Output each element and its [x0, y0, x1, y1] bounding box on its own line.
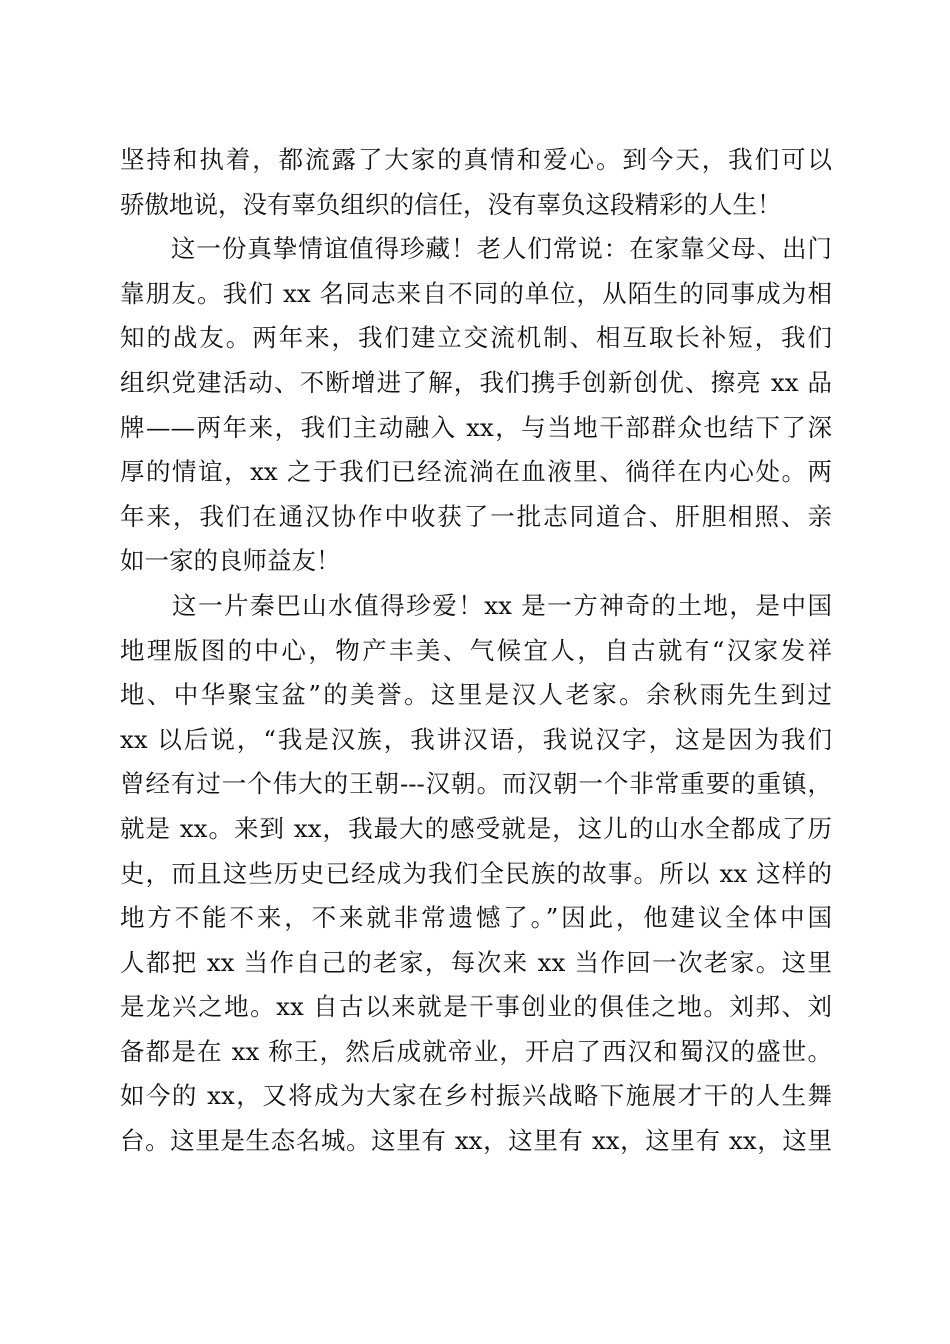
text-line: 曾经有过一个伟大的王朝---汉朝。而汉朝一个非常重要的重镇， [120, 769, 832, 799]
text-line: 就是 xx。来到 xx，我最大的感受就是，这儿的山水全都成了历 [120, 813, 832, 843]
text-line: 地、中华聚宝盆”的美誉。这里是汉人老家。余秋雨先生到过 [120, 680, 832, 710]
text-line: 地理版图的中心，物产丰美、气候宜人，自古就有“汉家发祥 [120, 635, 832, 665]
text-line: 年来，我们在通汉协作中收获了一批志同道合、肝胆相照、亲 [120, 501, 832, 531]
text-line: 知的战友。两年来，我们建立交流机制、相互取长补短，我们 [120, 323, 832, 353]
text-line: 这一份真挚情谊值得珍藏！老人们常说：在家靠父母、出门 [120, 234, 832, 264]
text-line: 靠朋友。我们 xx 名同志来自不同的单位，从陌生的同事成为相 [120, 278, 832, 308]
body-text [120, 138, 832, 1164]
text-line: 这一片秦巴山水值得珍爱！xx 是一方神奇的土地，是中国 [120, 590, 832, 620]
text-line: 人都把 xx 当作自己的老家，每次来 xx 当作回一次老家。这里 [120, 947, 832, 977]
text-line: 如今的 xx，又将成为大家在乡村振兴战略下施展才干的人生舞 [120, 1081, 832, 1111]
text-line: 组织党建活动、不断增进了解，我们携手创新创优、擦亮 xx 品 [120, 367, 832, 397]
text-line: 备都是在 xx 称王，然后成就帝业，开启了西汉和蜀汉的盛世。 [120, 1036, 832, 1066]
text-line: 是龙兴之地。xx 自古以来就是干事创业的俱佳之地。刘邦、刘 [120, 992, 832, 1022]
text-line: 厚的情谊，xx 之于我们已经流淌在血液里、徜徉在内心处。两 [120, 457, 832, 487]
text-line: 坚持和执着，都流露了大家的真情和爱心。到今天，我们可以 [120, 145, 832, 174]
text-line: xx 以后说，“我是汉族，我讲汉语，我说汉字，这是因为我们 [120, 724, 832, 754]
text-line: 骄傲地说，没有辜负组织的信任，没有辜负这段精彩的人生！ [120, 189, 782, 219]
text-line: 牌——两年来，我们主动融入 xx，与当地干部群众也结下了深 [120, 412, 832, 442]
text-line: 如一家的良师益友！ [120, 546, 341, 576]
text-line: 台。这里是生态名城。这里有 xx，这里有 xx，这里有 xx，这里 [120, 1126, 832, 1156]
text-line: 地方不能不来，不来就非常遗憾了。”因此，他建议全体中国 [120, 903, 832, 933]
text-line: 史，而且这些历史已经成为我们全民族的故事。所以 xx 这样的 [120, 858, 832, 888]
